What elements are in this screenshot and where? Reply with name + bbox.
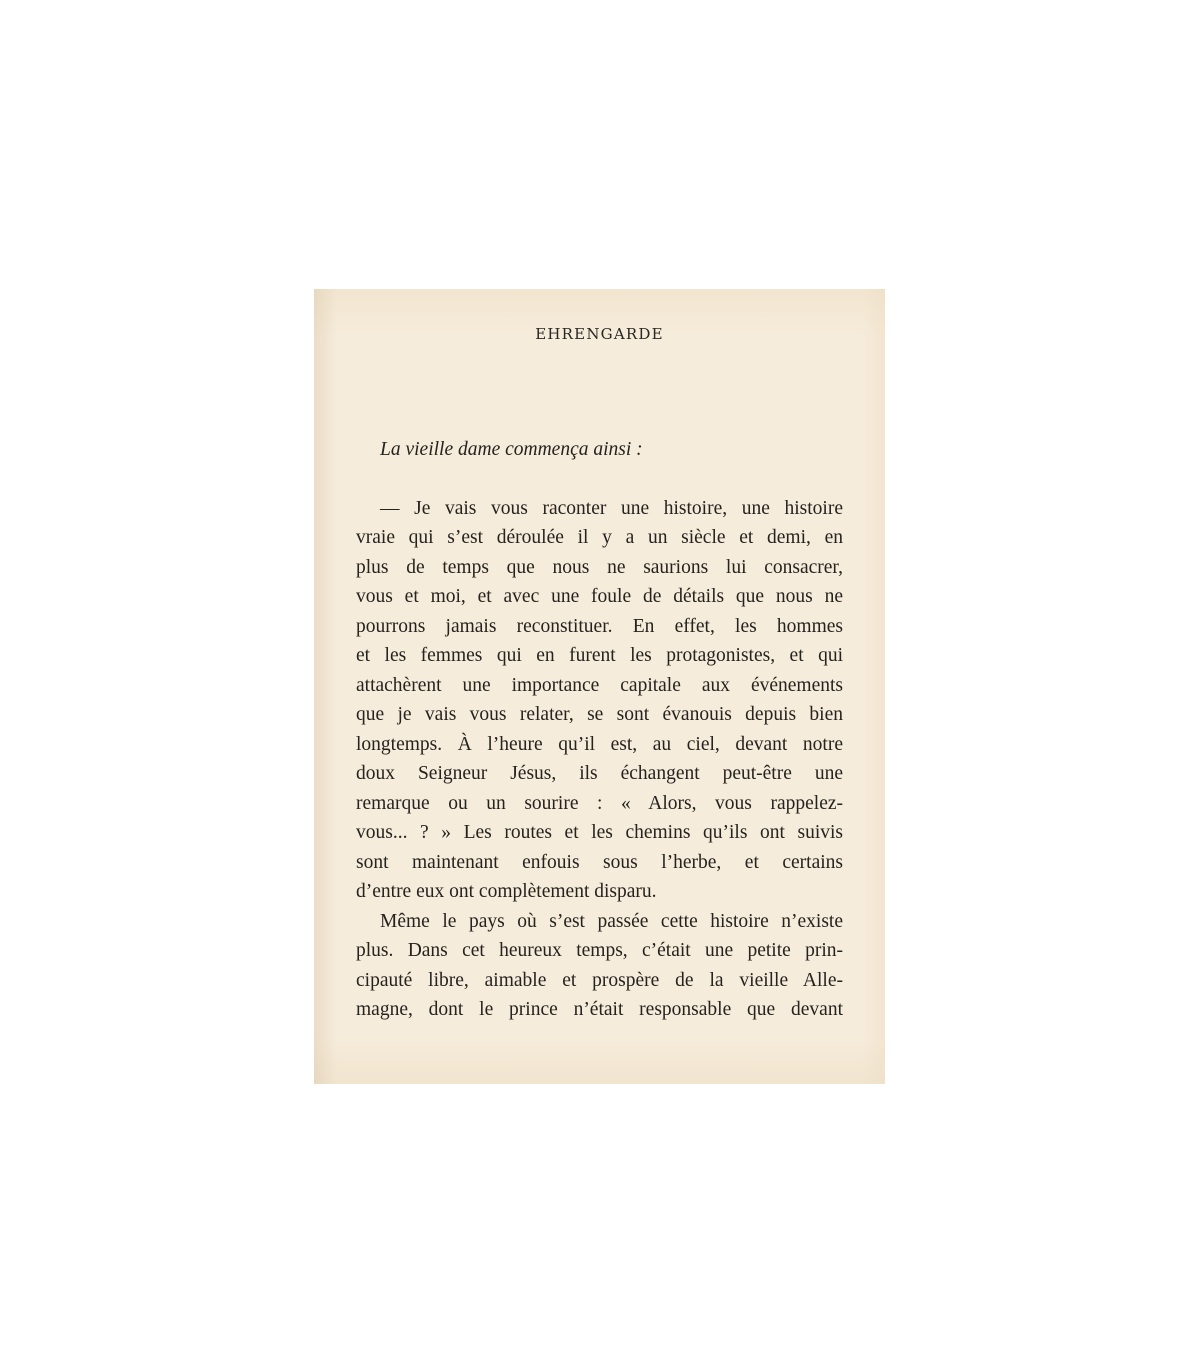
- intro-line: La vieille dame commença ainsi :: [380, 439, 643, 460]
- text-line: et les femmes qui en furent les protagonistes, et qui: [356, 645, 843, 666]
- text-line: cipauté libre, aimable et prospère de la vieille Alle-: [356, 969, 843, 991]
- text-line: vraie qui s’est déroulée il y a un siècle et demi, en: [356, 527, 843, 548]
- text-line: — Je vais vous raconter une histoire, une histoire: [380, 497, 843, 519]
- text-line: plus de temps que nous ne saurions lui consacrer,: [356, 556, 843, 578]
- text-line: doux Seigneur Jésus, ils échangent peut-être une: [356, 763, 843, 784]
- text-line: magne, dont le prince n’était responsable que devant: [356, 999, 843, 1020]
- book-page: [314, 289, 885, 1084]
- paragraph-1: [356, 494, 843, 907]
- text-line: Même le pays où s’est passée cette histoire n’existe: [380, 910, 843, 932]
- text-line: vous et moi, et avec une foule de détails que nous ne: [356, 586, 843, 607]
- text-line: plus. Dans cet heureux temps, c’était une petite prin-: [356, 940, 843, 961]
- body-text: [356, 435, 843, 1025]
- text-line: vous... ? » Les routes et les chemins qu’ils ont suivis: [356, 822, 843, 843]
- text-line: remarque ou un sourire : « Alors, vous rappelez-: [356, 792, 843, 814]
- text-line: sont maintenant enfouis sous l’herbe, et certains: [356, 851, 843, 873]
- text-line: pourrons jamais reconstituer. En effet, les hommes: [356, 615, 843, 637]
- text-line: longtemps. À l’heure qu’il est, au ciel, devant notre: [356, 733, 843, 755]
- paragraph-2: [356, 907, 843, 1025]
- text-line: d’entre eux ont complètement disparu.: [356, 881, 657, 902]
- text-line: attachèrent une importance capitale aux événements: [356, 674, 843, 696]
- running-title: EHRENGARDE: [535, 325, 664, 343]
- text-line: que je vais vous relater, se sont évanouis depuis bien: [356, 704, 843, 725]
